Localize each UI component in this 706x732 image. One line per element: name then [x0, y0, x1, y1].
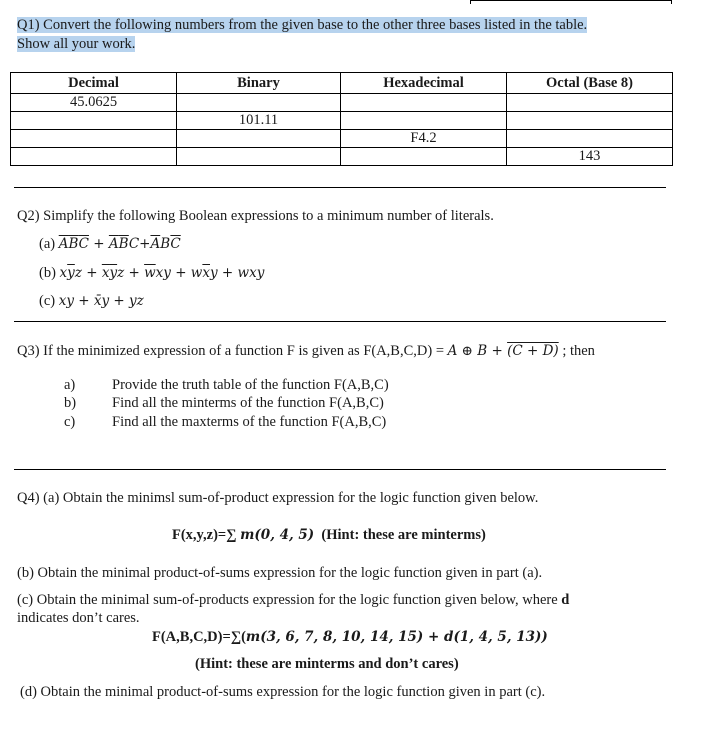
header-decimal: Decimal [11, 73, 177, 94]
q1-title-line1-text: Q1) Convert the following numbers from the given base to the other three bases listed in the table. [17, 17, 588, 33]
table-header-row [11, 73, 673, 94]
q1-title-line1 [17, 17, 587, 34]
q4-f2-terms: m(3, 6, 7, 8, 10, 14, 15) + d(1, 4, 5, 13)) [245, 629, 548, 645]
table-cell [507, 112, 673, 130]
q1-title-line2-text: Show all your work. [17, 36, 136, 52]
q4-function-1 [172, 527, 486, 544]
table-cell [177, 148, 341, 166]
q2-a-expression: $\overline{A}\overline{B}\overline{C} + \overline{A}\overline{B}C+\overline{A}B\overline{C}$ [58, 236, 181, 252]
table-cell: 143 [507, 148, 673, 166]
table-row [11, 94, 673, 112]
q3-item-b-label: b) [64, 395, 77, 411]
table-cell [177, 130, 341, 148]
table-cell: 101.11 [177, 112, 341, 130]
q3-item-c-label: c) [64, 414, 76, 430]
q4-d: (d) Obtain the minimal product-of-sums expression for the logic function given in part (c). [20, 684, 546, 700]
table-cell: F4.2 [341, 130, 507, 148]
q4-b: (b) Obtain the minimal product-of-sums expression for the logic function given in part (a). [17, 565, 543, 581]
q3-item-a-label: a) [64, 377, 76, 393]
q2-a [39, 236, 181, 253]
q1-title-line2 [17, 36, 135, 53]
q4-function-2 [152, 629, 548, 646]
q2-b-label: (b) [39, 265, 56, 281]
q3-title [17, 343, 595, 360]
divider [14, 469, 666, 470]
table-cell [11, 130, 177, 148]
q4-f1-hint: (Hint: these are minterms) [321, 527, 486, 543]
table-cell [11, 148, 177, 166]
q4-a-title: Q4) (a) Obtain the minimsl sum-of-product expression for the logic function given below. [17, 490, 539, 506]
q4-f1-lhs: F(x,y,z)=∑ [172, 527, 241, 543]
q2-c-label: (c) [39, 293, 56, 309]
q2-b-expression: $x\overline{y}z + \overline{x}\overline{y}z + \overline{w}xy + w\overline{x}y$ + wxy [59, 265, 265, 281]
table-cell [507, 130, 673, 148]
table-row [11, 130, 673, 148]
table-cell [341, 112, 507, 130]
q4-f1-minterms: m(0, 4, 5) [240, 527, 315, 543]
q2-c-expression: xy + x̄y + yz [58, 293, 144, 309]
q2-b [39, 265, 264, 282]
q2-title: Q2) Simplify the following Boolean expressions to a minimum number of literals. [17, 208, 494, 224]
table-row [11, 112, 673, 130]
divider [14, 321, 666, 322]
q3-item-a-text: Provide the truth table of the function F(A,B,C) [112, 377, 389, 393]
q3-item-c-text: Find all the maxterms of the function F(A,B,C) [112, 414, 387, 430]
q3-title-suffix: ; then [558, 343, 595, 359]
q4-c-line2: indicates don’t cares. [17, 610, 140, 626]
header-hexadecimal: Hexadecimal [341, 73, 507, 94]
q3-item-b-text: Find all the minterms of the function F(A,B,C) [112, 395, 384, 411]
header-octal: Octal (Base 8) [507, 73, 673, 94]
q4-c-line1-text: (c) Obtain the minimal sum-of-products expression for the logic function given below, where [17, 592, 562, 608]
top-border-fragment [470, 0, 672, 4]
q2-c [39, 293, 144, 310]
header-binary: Binary [177, 73, 341, 94]
q4-c-line1-d: d [561, 592, 570, 608]
divider [14, 187, 666, 188]
table-cell [507, 94, 673, 112]
table-cell [341, 94, 507, 112]
table-cell [341, 148, 507, 166]
conversion-table [10, 72, 673, 166]
q3-function-expression: A ⊕ B + (C + D) [447, 343, 559, 359]
table-cell [177, 94, 341, 112]
table-cell [11, 112, 177, 130]
q4-f2-hint: (Hint: these are minterms and don’t cares) [195, 656, 459, 672]
q2-a-label: (a) [39, 236, 56, 252]
table-row [11, 148, 673, 166]
q3-title-prefix: Q3) If the minimized expression of a function F is given as F(A,B,C,D) = [17, 343, 448, 359]
table-cell: 45.0625 [11, 94, 177, 112]
q4-f2-lhs: F(A,B,C,D)=∑( [152, 629, 246, 645]
q4-c-line1 [17, 592, 569, 609]
